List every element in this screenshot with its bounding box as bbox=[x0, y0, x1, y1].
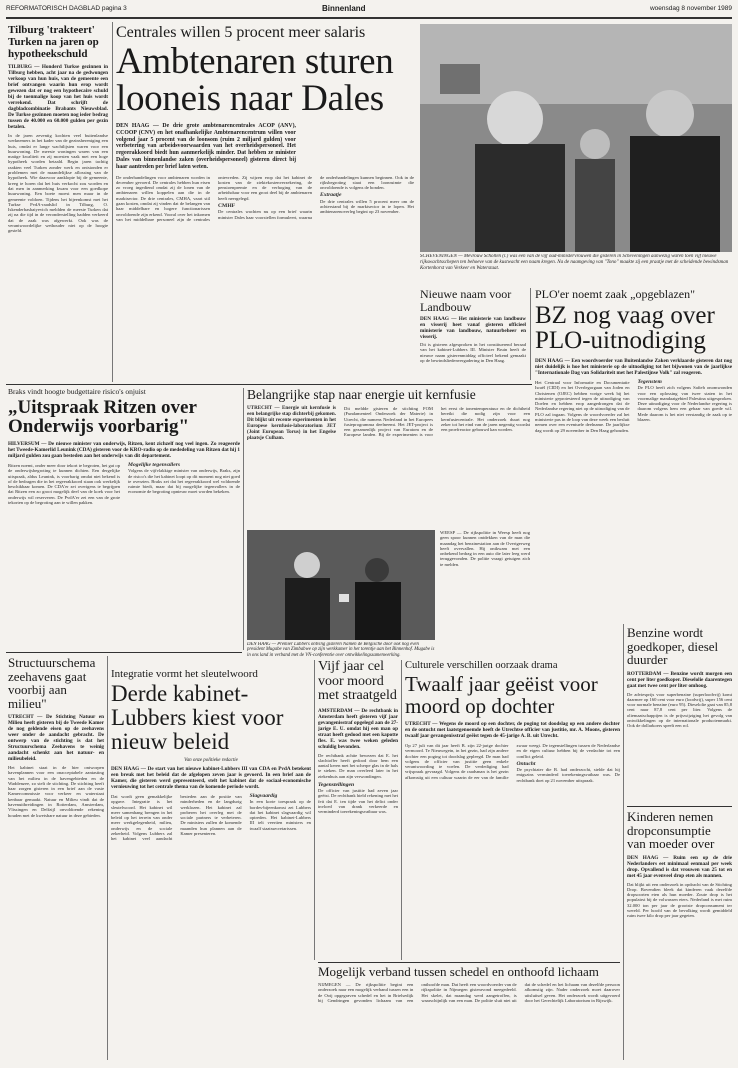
dales-lead: DEN HAAG — De drie grote ambtenarencentrales ACOP (ANV), CCOOP (CNV) en het onafhankelijke Ambtenarencentrum willen voor volgend jaar 5 procent van de loonsom (ruim 2 miljard gulden) voor verbetering van arbeidsvoorwaarden van het overheidspersoneel. Het regeerakkoord biedt hun aanmerkelijk minder. Dat hebben ze minister Dales van binnenlandse zaken (overheidspersoneel) gisteren direct bij haar aantreden per brief laten weten. bbox=[116, 123, 296, 170]
kinderen-body: Dat blijkt uit een onderzoek in opdracht van de Stichting Drop. Bovendien bleek dat kinderen vaak dezelfde dropsoorten eten als hun moeder. Zoute drop is het populairst bij de volwassen eters. Nederland is met ruim 32.000 ton per jaar de grootste dropconsument ter wereld. Per hoofd van de bevolking wordt gemiddeld ruim twee kilo drop per jaar gegeten. bbox=[627, 881, 732, 919]
culturele-lead: UTRECHT — Wegens de moord op een dochter, de poging tot doodslag op een andere dochter en de ontucht met laatstgenoemde heeft de Utrechtse officier van justitie, mr. A. Moons, gisteren twaalf jaar gevangenisstraf geëist tegen de 45-jarige A. B. uit Utrecht. bbox=[405, 721, 620, 739]
article-straatgeld bbox=[318, 660, 398, 958]
dales-body3: De drie centrales willen 5 procent meer om de achterstand bij de marktsector in te lopen. Het ambtenarenoverleg begint op 23 november. bbox=[320, 198, 414, 215]
plo-kicker: PLO'er noemt zaak „opgeblazen" bbox=[535, 288, 695, 301]
straatgeld-lead: AMSTERDAM — De rechtbank in Amsterdam heeft gisteren vijf jaar gevangenisstraf opgelegd aan de 27-jarige E. U. omdat hij een man op straat heeft gedood met een kapotte fles. E. was twee weken geleden schuldig bevonden. bbox=[318, 707, 398, 750]
benzine-lead: ROTTERDAM — Benzine wordt morgen een cent per liter goedkoper. Dieselolie daarentegen gaat met twee cent per liter omhoog. bbox=[627, 670, 732, 689]
article-dales bbox=[116, 24, 414, 380]
landbouw-headline: Nieuwe naam voor Landbouw bbox=[420, 288, 512, 314]
kernfusie-lead: UTRECHT — Energie uit kernfusie is een belangrijke stap dichterbij gekomen. Dit blijkt uit recente experimenten in het Europese kernfusie-laboratorium JET (Joint European Torus) in het Engelse plaatsje Culham. bbox=[247, 405, 336, 441]
header-left: REFORMATORISCH DAGBLAD pagina 3 bbox=[6, 5, 127, 12]
kernfusie-body-columns bbox=[247, 406, 530, 516]
dales-subhead-extraatje: Extraatje bbox=[320, 192, 342, 199]
plo-body: Het Centraal voor Informatie en Documentatie Israël (CIDI) en het Overlegorgaan van Joden en Christenen (OJEC) hebben vorige week bij het ministerie geprotesteerd tegen de uitnodiging van Doelen en hebben erop aangedrongen dat de Nederlandse regering niet op de uitnodiging van de PLO zal ingaan. Volgens de woordvoerder zal het ministerie pas in de loop van deze week een besluit nemen over een eventuele deelname. De jaarlijkse dag wordt op 29 november in Den Haag gehouden. bbox=[535, 380, 630, 433]
article-schedel bbox=[318, 965, 620, 1061]
kernfusie-body: Dit meldde gisteren de stichting FOM (Fundamenteel Onderzoek der Materie) in Utrecht, die namens Nederland in het Europees fusieprogramma deelneemt. Het JET-project is een gezamenlijk project van Euratom en de Europese landen. Bij de experimenten is voor het eerst de ionentemperatuur en de dichtheid bereikt die nodig zijn voor een kernfusiecentrale. Het onderzoek duurt nog zeker tot het eind van de jaren negentig voordat een proefreactor gebouwd kan worden. bbox=[344, 406, 530, 438]
benzine-body: De adviesprijs voor superbenzine (superloodvrij) komt daarmee op 160 cent voor euro (loodvrij), super 156 cent voor normale benzine (euro 95). Dieselolie gaat van 85,8 cent naar 87,8 cent per liter. Volgens de oliemaatschappijen is de prijswijziging het gevolg van ontwikkelingen op de internationale productenmarkt. Ook de dollarkoers speelt een rol. bbox=[627, 691, 732, 729]
straatgeld-body2: De officier van justitie had zeven jaar geëist. De rechtbank hield rekening met het feit dat E. ten tijde van het delict onder invloed van drank verkeerde en verminderd toerekeningsvatbaar was. bbox=[318, 787, 398, 815]
kabinet-body-columns bbox=[111, 794, 311, 1034]
article-benzine bbox=[627, 626, 732, 804]
straatgeld-subhead: Tegenstellingen bbox=[318, 781, 355, 788]
plo-headline: BZ nog vaag over PLO-uitnodiging bbox=[535, 302, 715, 354]
straatgeld-headline: Vijf jaar cel voor moord met straatgeld bbox=[318, 660, 397, 703]
article-kabinet bbox=[111, 668, 311, 1058]
kabinet-body: Dat wordt geen gemakkelijke opgave. Integratie is het sleutelwoord. Het kabinet wil meer samenhang brengen in het beleid op het terrein van onder meer werkgelegenheid, milieu, onderwijs en de sociale zekerheid. Volgens Lubbers zal het kabinet veel aandacht besteden aan de positie van minderheden en de langdurig werklozen. Het kabinet zal proberen het overleg met de sociale partners te verbeteren. De ministers zullen de komende maanden hun plannen aan de Kamer presenteren. bbox=[111, 794, 242, 842]
photo-scheveningen-image bbox=[420, 24, 732, 252]
article-ritzen bbox=[8, 388, 240, 648]
kabinet-subhead: Slagvaardig bbox=[249, 793, 278, 799]
culturele-body-columns bbox=[405, 743, 620, 913]
photo-scheveningen-caption: SCHEVENINGEN — Mevrouw Scholten (l.) was een van de vijf oud-ministervrouwen die gisteren in Scheveningen aanwezig waren toen vijf nieuwe rijkswachtsschepen ten behoeve van de kustwacht een naam kregen. Na de naamgeving van "Tono" maakte zij een praatje met de scheidende bewindsman Kortenhorst van Verkeer en Waterstaat. bbox=[420, 254, 729, 271]
structuurschema-body: Het kabinet staat in de hier ontworpen havenplannen voor een onacceptabele aantasting van het milieu in de havengebieden en de Waddenzee, zo stelt de stichting. De stichting heeft haar zorgen gisteren in een brief aan de vaste Kamercommissie voor verkeer en waterstaat kenbaar gemaakt. Natuur en Milieu vindt dat de havenuitbreidingen in Rotterdam, Amsterdam, Vlissingen en Delfzijl onvoldoende rekening houden met de kwetsbare natuur in deze gebieden. bbox=[8, 765, 104, 818]
article-kinderen bbox=[627, 810, 732, 1060]
article-landbouw bbox=[420, 288, 526, 380]
article-weesp bbox=[440, 530, 530, 658]
kabinet-lead: DEN HAAG — De start van het nieuwe kabinet-Lubbers III van CDA en PvdA betekent een breuk met het beleid dat de afgelopen zeven jaar is gevoerd. In een brief aan de Kamer, die gisteren werd gepresenteerd, stelt het kabinet dat de sociaal-economische vernieuwing tot het centrale thema van de komende periode wordt. bbox=[111, 766, 311, 790]
dales-body-columns bbox=[116, 175, 414, 355]
tilburg-lead: TILBURG — Honderd Turkse gezinnen in Tilburg hebben, acht jaar na de gedwongen verkoop van hun huis, van de gemeente een brief ontvangen waarin hun erop wordt gewezen dat er nog een hypothecaire schuld bij de toenmalige koop van het huis wordt verrekend. Dat schrijft de dagbladcombinatie Brabants Nieuwsblad. De Turkse gezinnen moeten nog ieder bedrag tussen de 40.000 en 60.000 gulden per gezin betalen. bbox=[8, 64, 108, 130]
straatgeld-body: De rechtbank achtte bewezen dat E. het slachtoffer heeft gedood door hem een aantal keren met het scherpe glas in de hals te steken. De man overleed later in het ziekenhuis aan zijn verwondingen. bbox=[318, 752, 398, 779]
header-section: Binnenland bbox=[322, 4, 366, 13]
culturele-kicker: Culturele verschillen oorzaak drama bbox=[405, 660, 558, 671]
kernfusie-headline: Belangrijke stap naar energie uit kernfusie bbox=[247, 388, 476, 402]
culturele-subhead: Ontucht bbox=[516, 760, 536, 767]
ritzen-body2: Volgens de vijfvlakkige minister van onderwijs, Braks, zijn de risico's die het kabinet loopt op dit moment nog niet goed te overzien. Braks zei dat het regeerakkoord wel voldoende ruimte biedt, maar dat bij mogelijke tegenvallers in de economie de begroting opnieuw moet worden bekeken. bbox=[128, 468, 240, 495]
structuurschema-lead: UTRECHT — De Stichting Natuur en Milieu heeft gisteren bij de Tweede Kamer de nog geldende eisen op de zeehavens weer onder de aandacht gebracht. De ontwerp van de stichting is dat het Structuurschema Zeehavens te weinig aandacht schenkt aan het natuur- en milieubeleid. bbox=[8, 714, 104, 762]
schedel-body: NIJMEGEN — De rijkspolitie begint een onderzoek naar een mogelijk verband tussen een in de Ooij opgegraven schedel en het in Brielsedijk bij Gendringen gevonden lichaam van een onthoofde man. Dat heeft een woordvoerder van de rijkspolitie in Nijmegen gisteravond meegedeeld. Het skelet, dat maandag werd aangetroffen, is waarschijnlijk van een man. De politie sluit niet uit dat de schedel en het lichaam van dezelfde persoon afkomstig zijn. Nader onderzoek moet daarover uitsluitsel geven. Het onderzoek wordt uitgevoerd door het Gerechtelijk Laboratorium in Rijswijk. bbox=[318, 982, 620, 1003]
benzine-headline: Benzine wordt goedkoper, diesel duurder bbox=[627, 626, 719, 667]
photo-lubbers-mugabe-caption: DEN HAAG — Premier Lubbers ontving gisteren Namen de Belgische door ook nog even president Mugabe van Zimbabwe op zijn werkkamer in het torentje aan het Binnenhof. Mugabe is in ons land in verband met de VN-conferentie over ontwikkelingssamenwerking. bbox=[247, 642, 435, 658]
article-plo bbox=[535, 288, 732, 618]
kabinet-body2: In een korte toespraak op de bordes-bijeenkomst zei Lubbers dat het kabinet slagvaardig wil optreden. Het kabinet-Lubbers III telt veertien ministers en twaalf staatssecretarissen. bbox=[249, 799, 311, 831]
header-date: woensdag 8 november 1989 bbox=[649, 5, 732, 12]
landbouw-body: Dit is gisteren afgesproken in het constituerend beraad van het kabinet-Lubbers III. Minister Bruin heeft de nieuwe naam gisterenmiddag officieel bekend gemaakt op de bewindsliedenvergadering in Den Haag. bbox=[420, 342, 526, 363]
photo-lubbers-mugabe bbox=[247, 530, 435, 640]
structuurschema-headline: Structuurschema zeehavens gaat voorbij aan milieu" bbox=[8, 656, 96, 711]
tilburg-headline: Tilburg 'trakteert' Turken na jaren op hypotheekschuld bbox=[8, 24, 99, 60]
weesp-body: WEESP — De rijkspolitie in Weesp heeft nog geen spoor kunnen ontdekken van de man die maandag het benzinestation aan de Overigerweg heeft overvallen. Hij ontkwam met een onbekend bedrag in een auto die later leeg werd teruggevonden. De politie vraagt getuigen zich te melden. bbox=[440, 530, 530, 567]
dales-body2: De centrales wachten nu op een brief waarin minister Dales haar voorstellen formuleert, waarna de onderhandelingen kunnen beginnen. Ook in de rijksbegroting staat een loonruimte die onvoldoende is volgens de bonden. bbox=[218, 174, 414, 220]
kinderen-headline: Kinderen nemen dropconsumptie van moeder over bbox=[627, 810, 715, 851]
ritzen-body-columns bbox=[8, 463, 240, 633]
tilburg-body: In de jaren zeventig kochten veel buitenlandse werknemers in het kader van de gezinshereniging een huis, omdat er lange wachtlijsten waren voor een huurwoning. De meeste woningen waren van een matige kwaliteit en zij moesten vaak met een hoge hypotheek worden betaald. Begin jaren tachtig raakten veel Turken zonder werk en ontstonden er problemen met de maandelijkse aflossing van de hypotheek. Wie daarvoor aanklopte bij de gemeente, kreeg te horen dat het huis verkocht zou worden en dat men in aanmerking kwam voor een goedkope huurwoning. Een boete moest men maar in de gemeente voldoen. Tijdens het bijeenkomst met het Turkse PvdA-raadslid in Tilburg, O. Iskenderbasbaiyevich meldden de meeste Turken dat zij na die tijd in de veronderstelling hadden verkeerd dat de zaak was afgewerkt. Ook was de verantwoordelijke wethouder niet op de hoogte gesteld. bbox=[8, 133, 108, 234]
photo-scheveningen bbox=[420, 24, 732, 252]
photo-lubbers-mugabe-image bbox=[247, 530, 435, 640]
dales-body: De onderhandelingen voor ambtenaren worden in december gevoerd. De centrales hebben hun eisen zo vroeg ingediend omdat zij de lonen van de ambtenaren willen koppelen aan die in de marktsector. De drie centrales, CMHA, vaart stil gaan kosten, omdat zij vinden dat de belangen van haar middelbare en hogere functionarissen onvoldoende zijn erkend. Vooral over het inkomen van het middelbare personeel zijn de centrales ontevreden. Zij wijzen erop dat het kabinet de kosten van de ziektekostenverzekering, de pensioenpremie en de verhoging van de arbeidsduur voor een groot deel bij de ambtenaren heeft neergelegd. bbox=[116, 174, 312, 222]
ritzen-subhead: Mogelijke tegenvallers bbox=[128, 462, 181, 468]
article-tilburg bbox=[8, 24, 108, 380]
schedel-headline: Mogelijk verband tussen schedel en onthoofd lichaam bbox=[318, 965, 599, 979]
schedel-body-columns bbox=[318, 982, 620, 1056]
article-kernfusie bbox=[247, 388, 530, 528]
article-culturele bbox=[405, 660, 620, 958]
ritzen-body: Ritzen noemt, onder meer door tekort te begroten, het gat op de onderwijsbegroting te kunnen dichten. Een dergelijke uitspraak, aldus Leunink, is voorbarig omdat niet bekend is of de bedragen die in het regeerakkoord staan ook werkelijk beschikbaar komen. De CDA'er zei overigens te begrijpen dat Ritzen een zo groot mogelijk deel van de koek voor het onderwijs wil reserveren. De PvdA'er zei een van de grote tekorten op de begroting aan te willen pakken. bbox=[8, 463, 120, 506]
dales-kicker: Centrales willen 5 procent meer salaris bbox=[116, 24, 366, 41]
culturele-body: Op 27 juli van dit jaar heeft B. zijn 22-jarige dochter vermoord. Te Nieuwegein, in het gezin, had zijn andere dochter een poging tot doodslag gepleegd. De man had volgens de officier van justitie geen enkele verantwoording te voelen. De verdediging had vrijspraak gevraagd. Volgens de raadsman is het gezin afkomstig uit een cultuur waarin de eer van de familie zwaar weegt. De tegenstellingen tussen de Nederlandse en de eigen cultuur hebben bij de verdachte tot een conflict geleid. bbox=[405, 743, 620, 780]
page-header bbox=[6, 4, 732, 16]
dales-subhead-cmhf: CMHF bbox=[218, 203, 236, 210]
plo-lead: DEN HAAG — Een woordvoerder van Buitenlandse Zaken verklaarde gisteren dat nog niet duidelijk is hoe het ministerie op de uitnodiging tot het bijwonen van de jaarlijkse "Internationale Dag van Solidariteit met het Palestijnse Volk" zal reageren. bbox=[535, 358, 732, 376]
culturele-headline: Twaalf jaar geëist voor moord op dochter bbox=[405, 672, 598, 718]
kabinet-byline: Van onze politieke redactie bbox=[184, 758, 238, 763]
ritzen-headline: „Uitspraak Ritzen over Onderwijs voorbarig" bbox=[8, 397, 197, 437]
ritzen-kicker: Braks vindt hoogte budgettaire risico's onjuist bbox=[8, 388, 146, 396]
landbouw-lead: DEN HAAG — Het ministerie van landbouw en visserij heet vanaf gisteren officieel ministerie van landbouw, natuurbeheer en visserij. bbox=[420, 316, 526, 340]
plo-subhead: Tegenstem bbox=[637, 379, 662, 385]
culturele-body2: De psychiater die B. had onderzocht, stelde dat hij enigszins verminderd toerekeningsvatbaar was. De rechtbank doet op 21 november uitspraak. bbox=[516, 767, 620, 783]
kabinet-kicker: Integratie vormt het sleutelwoord bbox=[111, 668, 258, 680]
plo-body2: De PLO heeft zich volgens Safieh onomwonden voor een oplossing van twee staten in het voormalige mandaatgebied Palestina uitgesproken. Deze uitnodiging voor de Nederlandse regering is daarom volgens hem een gebaar van goede wil. Mede daarom is het niet verstandig de zaak op te blazen. bbox=[637, 385, 732, 423]
kinderen-lead: DEN HAAG — Ruim een op de drie Nederlanders eet minimaal eenmaal per week drop. Opvallend is dat vrouwen van 25 tot en met 45 jaar evenveel drop eten als mannen. bbox=[627, 854, 732, 879]
ritzen-lead: HILVERSUM — De nieuwe minister van onderwijs, Ritzen, kent zichzelf nog veel ingen. Zo reageerde het Tweede-Kamerlid Leunink (CDA) gisteren voor de KRO-radio op de mededeling van Ritzen dat hij 1 miljard gulden zou gaan besteden aan het onderwijs van dit departement. bbox=[8, 441, 240, 459]
dales-headline: Ambtenaren sturen looneis naar Dales bbox=[116, 41, 394, 119]
article-structuurschema bbox=[8, 656, 104, 1056]
plo-body-columns bbox=[535, 380, 732, 610]
kabinet-headline: Derde kabinet-Lubbers kiest voor nieuw beleid bbox=[111, 681, 284, 754]
